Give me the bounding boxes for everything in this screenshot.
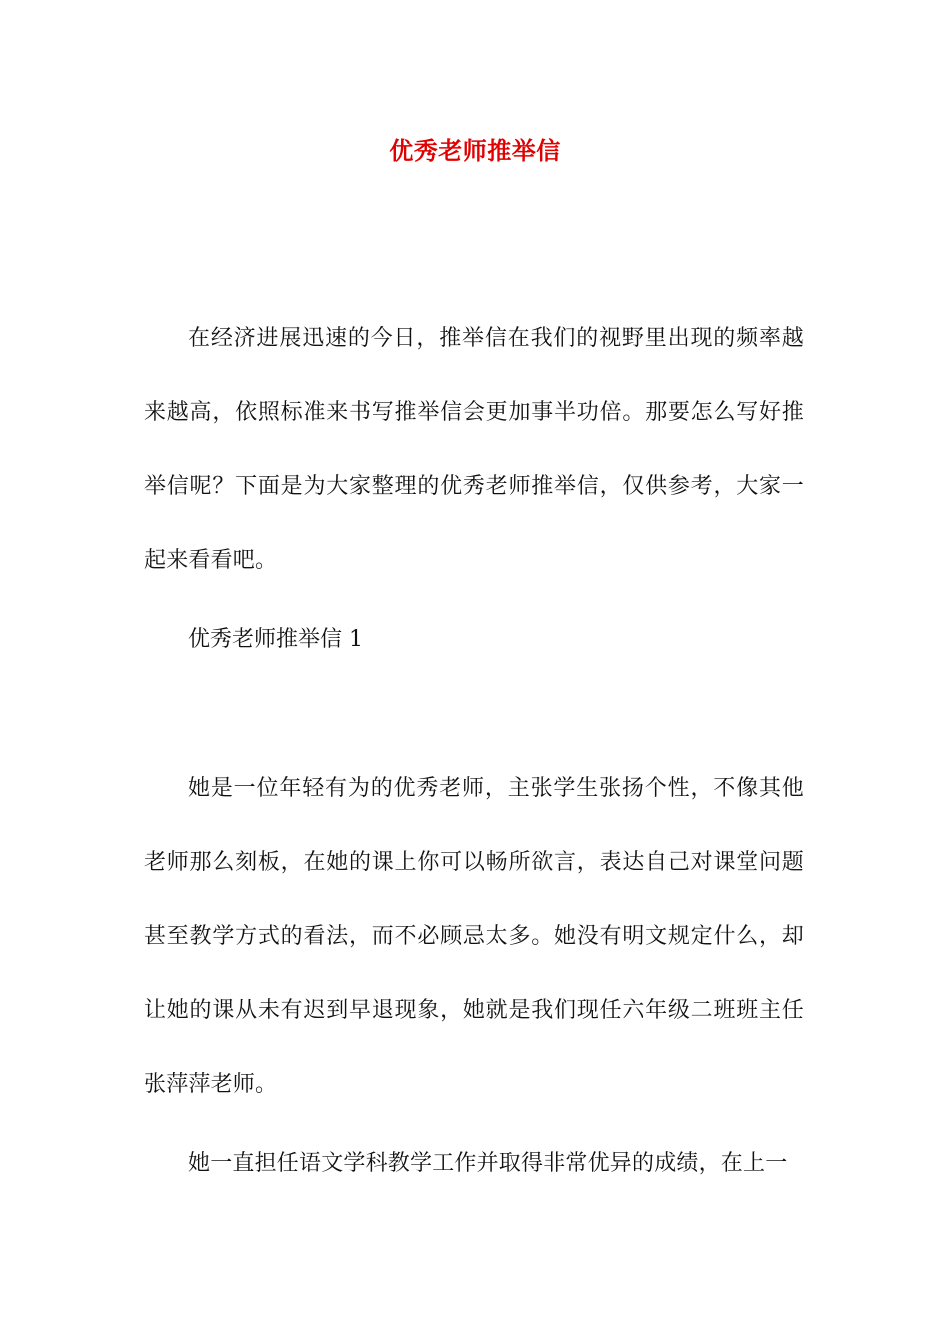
body-paragraph: 她是一位年轻有为的优秀老师，主张学生张扬个性，不像其他老师那么刻板，在她的课上你可以畅所欲言，表达自己对课堂问题甚至教学方式的看法，而不必顾忌太多。她没有明文规定什么，却让她的课从未有迟到早退现象，她就是我们现任六年级二班班主任张萍萍老师。 [144, 776, 804, 1097]
intro-paragraph: 在经济进展迅速的今日，推举信在我们的视野里出现的频率越来越高，依照标准来书写推举信会更加事半功倍。那要怎么写好推举信呢？下面是为大家整理的优秀老师推举信，仅供参考，大家一起来看看吧。 [144, 326, 804, 573]
section-heading: 优秀老师推举信 1 [188, 627, 363, 652]
document-title: 优秀老师推举信 [389, 136, 561, 165]
body-paragraph: 她一直担任语文学科教学工作并取得非常优异的成绩，在上一 [188, 1151, 788, 1176]
